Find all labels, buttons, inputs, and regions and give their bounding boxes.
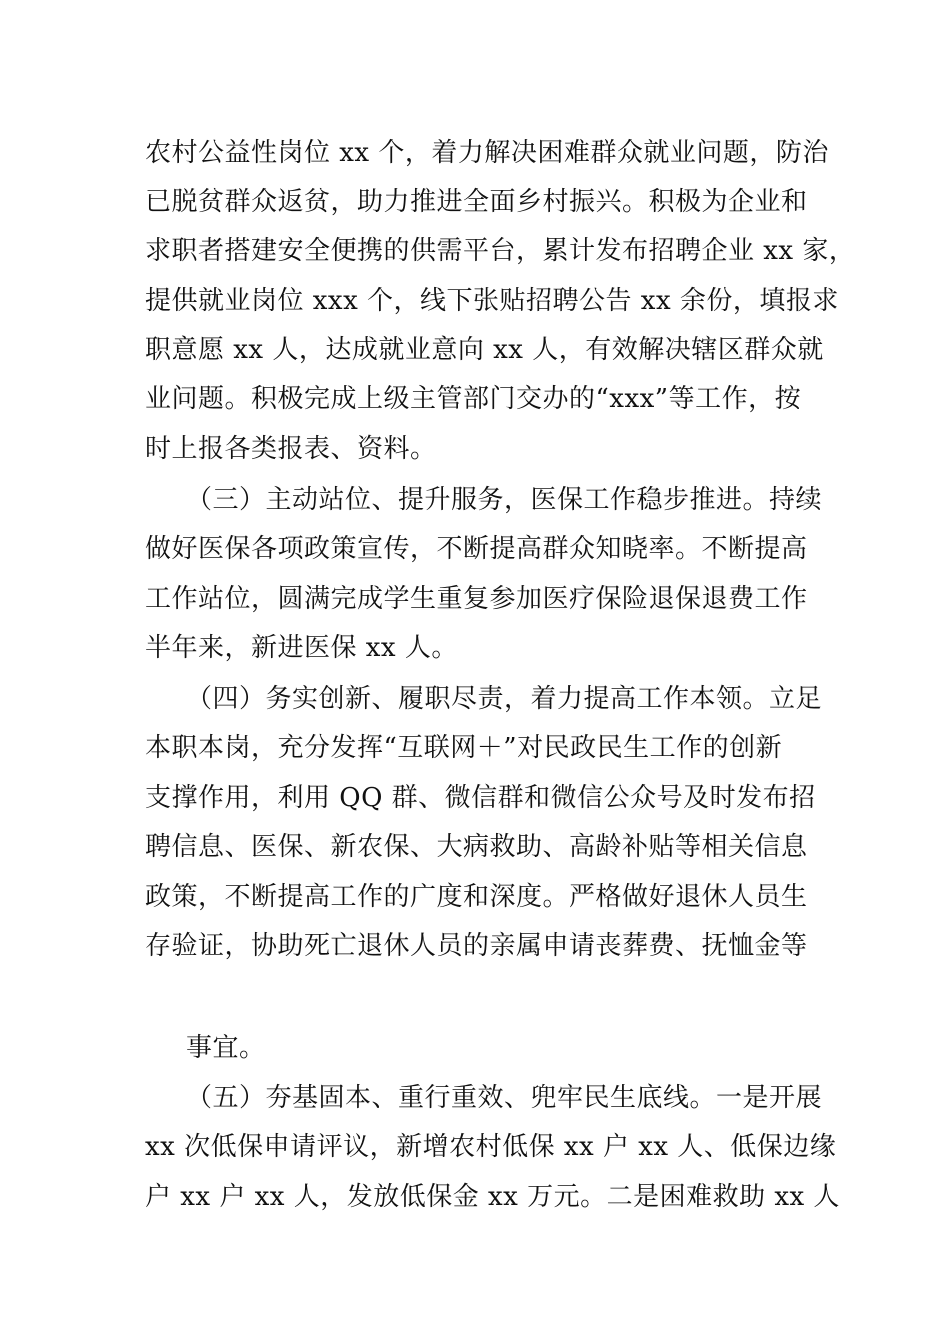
- text-line: 时上报各类报表、资料。: [145, 434, 437, 464]
- text-line: 存验证，协助死亡退休人员的亲属申请丧葬费、抚恤金等: [145, 931, 808, 961]
- text-line: 政策，不断提高工作的广度和深度。严格做好退休人员生: [145, 882, 808, 912]
- section-heading-five: （五）夯基固本、重行重效、兜牢民生底线。一是开展: [186, 1083, 823, 1113]
- section-heading-four: （四）务实创新、履职尽责，着力提高工作本领。立足: [186, 684, 823, 714]
- text-line: 已脱贫群众返贫，助力推进全面乡村振兴。积极为企业和: [145, 187, 808, 217]
- text-line: 户 xx 户 xx 人，发放低保金 xx 万元。二是困难救助 xx 人: [145, 1182, 840, 1212]
- text-line: 农村公益性岗位 xx 个，着力解决困难群众就业问题，防治: [145, 138, 829, 168]
- text-line: 做好医保各项政策宣传，不断提高群众知晓率。不断提高: [145, 534, 808, 564]
- text-line: xx 次低保申请评议，新增农村低保 xx 户 xx 人、低保边缘: [145, 1132, 837, 1162]
- text-line: 工作站位，圆满完成学生重复参加医疗保险退保退费工作: [145, 584, 808, 614]
- text-line: 求职者搭建安全便携的供需平台，累计发布招聘企业 xx 家，: [145, 236, 856, 266]
- text-line: 提供就业岗位 xxx 个，线下张贴招聘公告 xx 余份，填报求: [145, 286, 839, 316]
- text-line: 职意愿 xx 人，达成就业意向 xx 人，有效解决辖区群众就: [145, 335, 824, 365]
- text-line: 事宜。: [186, 1033, 266, 1063]
- text-line: 支撑作用，利用 QQ 群、微信群和微信公众号及时发布招: [145, 783, 816, 813]
- text-line: 本职本岗，充分发挥“互联网＋”对民政民生工作的创新: [145, 733, 783, 763]
- section-heading-three: （三）主动站位、提升服务，医保工作稳步推进。持续: [186, 485, 823, 515]
- text-line: 聘信息、医保、新农保、大病救助、高龄补贴等相关信息: [145, 832, 808, 862]
- text-line: 业问题。积极完成上级主管部门交办的“xxx”等工作，按: [145, 384, 802, 414]
- text-line: 半年来，新进医保 xx 人。: [145, 633, 458, 663]
